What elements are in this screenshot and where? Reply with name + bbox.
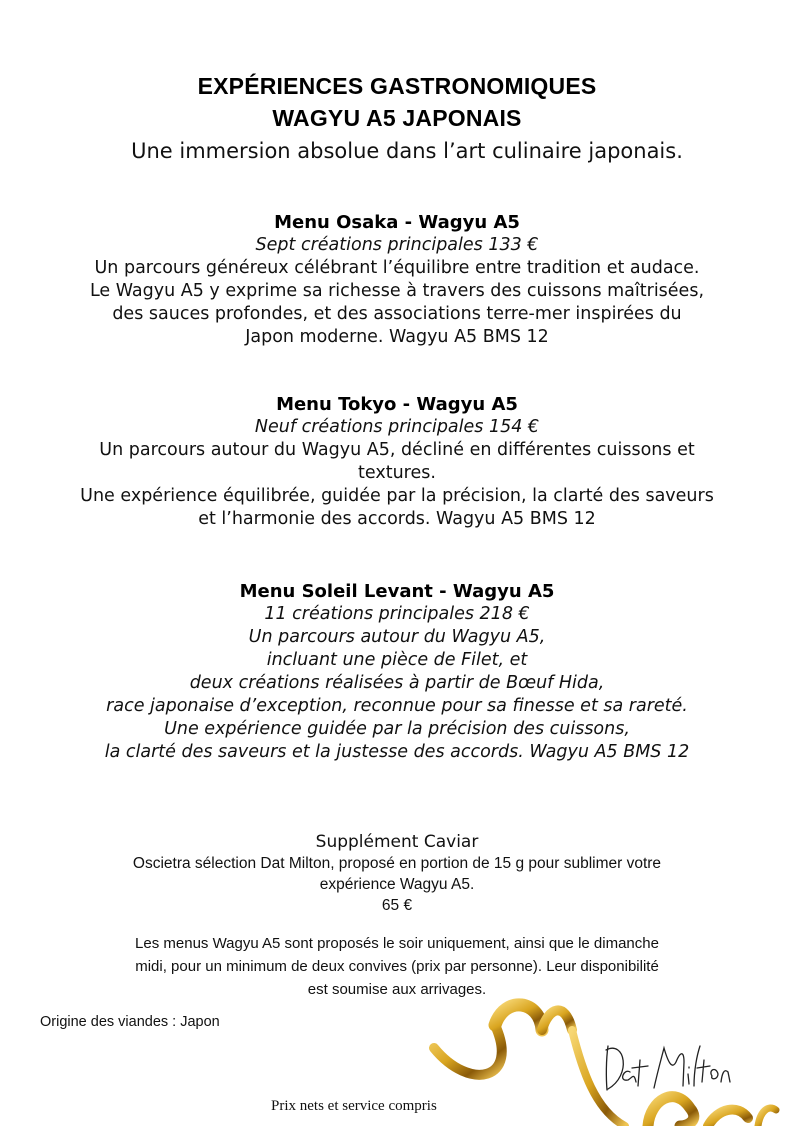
supplement-line: Oscietra sélection Dat Milton, proposé en portion de 15 g pour sublimer votre — [132, 855, 662, 872]
description-line: et l’harmonie des accords. Wagyu A5 BMS 12 — [198, 509, 596, 529]
page-subtitle: Une immersion absolue dans l’art culinaire japonais. — [131, 139, 683, 163]
menu-name: Menu Tokyo - Wagyu A5 — [276, 394, 518, 415]
description-line: textures. — [358, 463, 436, 483]
menu-name: Menu Soleil Levant - Wagyu A5 — [239, 581, 555, 602]
description-line: Un parcours autour du Wagyu A5, — [248, 627, 546, 647]
menu-price: 11 créations principales 218 € — [264, 604, 530, 624]
description-line: Un parcours autour du Wagyu A5, décliné en différentes cuissons et — [99, 440, 695, 460]
note-line: Les menus Wagyu A5 sont proposés le soir uniquement, ainsi que le dimanche — [135, 935, 659, 952]
description-line: Une expérience guidée par la précision des cuissons, — [164, 719, 630, 739]
supplement-title: Supplément Caviar — [315, 832, 479, 852]
description-line: incluant une pièce de Filet, et — [266, 650, 528, 670]
description-line: deux créations réalisées à partir de Bœuf Hida, — [189, 673, 605, 693]
description-line: Japon moderne. Wagyu A5 BMS 12 — [245, 327, 549, 347]
menu-price: Sept créations principales 133 € — [255, 235, 539, 255]
note-line: midi, pour un minimum de deux convives (prix par personne). Leur disponibilité — [135, 958, 659, 975]
description-line: race japonaise d’exception, reconnue pour sa finesse et sa rareté. — [106, 696, 688, 716]
menu-price: Neuf créations principales 154 € — [254, 417, 540, 437]
description-line: Un parcours généreux célébrant l’équilibre entre tradition et audace. — [94, 258, 700, 278]
description-line: la clarté des saveurs et la justesse des accords. Wagyu A5 BMS 12 — [104, 742, 690, 762]
description-line: des sauces profondes, et des associations terre-mer inspirées du — [112, 304, 682, 324]
note-line: est soumise aux arrivages. — [307, 981, 487, 998]
title-line-2: WAGYU A5 JAPONAIS — [272, 105, 522, 131]
description-line: Le Wagyu A5 y exprime sa richesse à travers des cuissons maîtrisées, — [89, 281, 705, 301]
meat-origin: Origine des viandes : Japon — [40, 1014, 220, 1030]
menu-name: Menu Osaka - Wagyu A5 — [274, 212, 520, 233]
footer-note: Prix nets et service compris — [271, 1098, 437, 1114]
description-line: Une expérience équilibrée, guidée par la précision, la clarté des saveurs — [80, 486, 714, 506]
supplement-line: expérience Wagyu A5. — [319, 876, 475, 893]
title-line-1: EXPÉRIENCES GASTRONOMIQUES — [197, 73, 597, 99]
supplement-price: 65 € — [381, 897, 413, 914]
